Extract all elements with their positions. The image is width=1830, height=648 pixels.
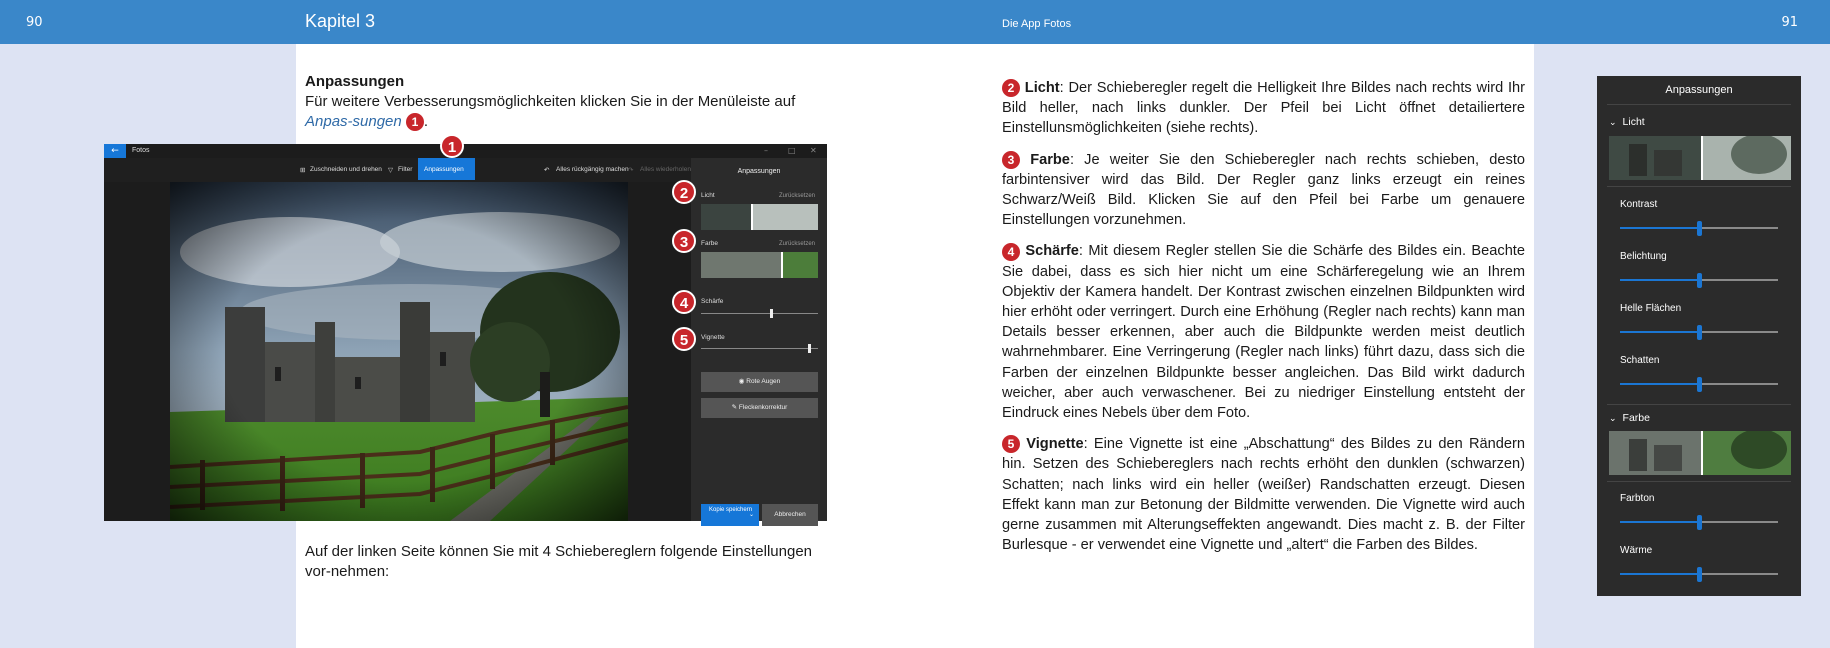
number-badge: 3 (1002, 151, 1020, 169)
exposure-thumb[interactable] (1697, 273, 1702, 288)
outro-paragraph: Auf der linken Seite können Sie mit 4 Schiebereglern folgende Einstellungen vor-nehmen: (305, 543, 812, 580)
slider-fill (1620, 573, 1699, 575)
page-number-left: 90 (26, 15, 43, 30)
save-copy-button[interactable] (701, 504, 759, 526)
brush-icon: ✎ (731, 404, 739, 411)
section-heading: Anpassungen (305, 73, 405, 90)
contrast-thumb[interactable] (1697, 221, 1702, 236)
paragraph-text: : Der Schieberegler regelt die Helligkeit Ihre Bildes nach rechts wird Ihr Bild heller, nach links dunkler. Der Pfeil bei Licht öffnet detailiertere Einstellunsmöglichkeiten (siehe rechts). (1002, 80, 1525, 137)
minimize-icon[interactable]: – (764, 146, 768, 155)
intro-paragraph (305, 92, 830, 132)
window-titlebar (104, 144, 827, 158)
highlights-label: Helle Flächen (1620, 303, 1682, 314)
filter-icon: ▽ (388, 167, 393, 174)
intro-suffix: . (423, 113, 429, 130)
fotos-screenshot (104, 144, 827, 521)
light-section-label: Licht (1622, 116, 1645, 128)
warmth-label: Wärme (1620, 545, 1653, 556)
crop-icon: ⊞ (300, 167, 306, 174)
redo-button[interactable]: Alles wiederholen (640, 166, 691, 173)
cancel-button[interactable]: Abbrechen (762, 504, 818, 526)
sharpness-thumb[interactable] (770, 309, 773, 318)
shadows-thumb[interactable] (1697, 377, 1702, 392)
chevron-down-icon[interactable]: ⌄ (749, 512, 755, 518)
panel-title: Anpassungen (737, 168, 781, 175)
callout-5: 5 (672, 327, 696, 351)
spot-fix-label: Fleckenkorrektur (738, 404, 788, 411)
shadows-label: Schatten (1620, 355, 1660, 366)
color-reset[interactable]: Zurücksetzen (778, 241, 815, 247)
color-preview-strip[interactable] (1609, 431, 1791, 475)
callout-4: 4 (672, 290, 696, 314)
adjustments-panel (691, 158, 827, 521)
exposure-label: Belichtung (1620, 251, 1667, 262)
vignette-thumb[interactable] (808, 344, 811, 353)
slider-fill (1620, 227, 1699, 229)
light-preview-strip[interactable] (1609, 136, 1791, 180)
adjust-tab-label: Anpassungen (424, 166, 464, 173)
back-arrow-icon[interactable]: ← (104, 144, 126, 158)
chapter-title: Kapitel 3 (305, 11, 376, 31)
undo-all-button[interactable]: Alles rückgängig machen (556, 166, 629, 173)
light-section-toggle[interactable] (1609, 116, 1645, 128)
page-header (0, 0, 1830, 44)
vignette-label: Vignette (701, 334, 725, 341)
divider (1607, 186, 1791, 187)
paragraph-licht (1002, 78, 1525, 139)
eye-icon: ◉ (738, 378, 747, 385)
highlights-thumb[interactable] (1697, 325, 1702, 340)
castle-photo (170, 182, 628, 521)
paragraph-text: : Eine Vignette ist eine „Abschattung“ des Bildes zu den Rändern hin. Setzen des Schiebereglers nach rechts erhöht den dunklen (schwarzen) Schatten; nach links wird ein heller (weißer) Randschatten erzeugt. Diesen Effekt kann man zur Betonung der Bildmitte verwenden. Die Vignette wird auch gerne zusammen mit Alterungseffekten angewandt. Dies macht z. B. der Filter Burlesque - er verwendet eine Vignette und „altert“ die Farben des Bildes. (1002, 436, 1525, 554)
callout-2: 2 (672, 180, 696, 204)
intro-text: Für weitere Verbesserungsmöglichkeiten klicken Sie in der Menüleiste auf (305, 93, 796, 110)
sharpness-slider[interactable] (701, 313, 818, 314)
filter-button[interactable]: Filter (398, 166, 413, 173)
adjust-tab[interactable] (418, 158, 475, 180)
number-badge: 1 (406, 113, 424, 131)
color-strip[interactable] (701, 252, 818, 278)
divider (1607, 104, 1791, 105)
detail-adjustments-panel (1597, 76, 1801, 596)
section-title: Die App Fotos (1002, 18, 1072, 30)
term: Licht (1024, 80, 1060, 96)
page-number-right: 91 (1781, 15, 1798, 30)
color-section-label: Farbe (1622, 412, 1650, 424)
number-badge: 5 (1002, 435, 1020, 453)
detail-panel-title: Anpassungen (1665, 84, 1733, 96)
paragraph-farbe (1002, 150, 1525, 231)
divider (1607, 481, 1791, 482)
slider-fill (1620, 383, 1699, 385)
slider-fill (1620, 331, 1699, 333)
slider-fill (1620, 521, 1699, 523)
term: Vignette (1026, 436, 1084, 453)
callout-1: 1 (440, 134, 464, 158)
term: Schärfe (1025, 243, 1079, 260)
slider-fill (1620, 279, 1699, 281)
chevron-down-icon: ⌄ (1609, 117, 1617, 127)
paragraph-text: : Je weiter Sie den Schieberegler nach rechts schieben, desto farbintensiver wird das Bild. Der Regler ganz links erzeugt ein reines Schwarz/Weiß Bild. Klicken Sie auf den Pfeil bei Farbe um genauere Einstellungen vorzunehmen. (1002, 151, 1525, 229)
spot-fix-button[interactable] (701, 398, 818, 418)
app-title: Fotos (132, 147, 150, 154)
light-reset[interactable]: Zurücksetzen (778, 193, 815, 199)
term: Farbe (1030, 151, 1070, 168)
toolbar (104, 158, 691, 182)
crop-button[interactable]: Zuschneiden und drehen (310, 166, 382, 173)
paragraph-schaerfe (1002, 241, 1525, 423)
number-badge: 2 (1002, 79, 1020, 97)
light-strip[interactable] (701, 204, 818, 230)
red-eye-label: Rote Augen (746, 378, 781, 385)
save-copy-label: Kopie speichern (709, 507, 753, 513)
vignette-slider[interactable] (701, 348, 818, 349)
chevron-down-icon: ⌄ (1609, 413, 1617, 423)
sharpness-label: Schärfe (701, 298, 724, 305)
undo-icon: ↶ (544, 167, 550, 174)
intro-link: Anpas-sungen (305, 113, 402, 130)
hue-thumb[interactable] (1697, 515, 1702, 530)
contrast-label: Kontrast (1620, 199, 1658, 210)
callout-3: 3 (672, 229, 696, 253)
color-section-toggle[interactable] (1609, 412, 1650, 424)
number-badge: 4 (1002, 243, 1020, 261)
close-icon[interactable]: ✕ (810, 146, 817, 155)
red-eye-button[interactable] (701, 372, 818, 392)
warmth-thumb[interactable] (1697, 567, 1702, 582)
divider (1607, 404, 1791, 405)
hue-label: Farbton (1620, 493, 1655, 504)
right-text-column (1002, 78, 1525, 566)
maximize-icon[interactable]: □ (788, 146, 796, 155)
paragraph-text: : Mit diesem Regler stellen Sie die Schärfe des Bildes ein. Beachte Sie dabei, dass es sich hier nicht um eine Schärferegelung wie an Ihrem Objektiv der Kamera handelt. Der Kontrast zwischen einzelnen Bildpunkten wird hier erhöht oder verringert. Durch eine Erhöhung (Regler nach rechts) kann man Details besser erkennen, aber auch die Bildpunkte werden meist deutlich wahrnehmbarer. Eine Verringerung (Regler nach links) führt dazu, dass sich die Farben der einzelnen Bildpunkte besser angleichen. Das Bild wirkt dadurch weicher, aber auch verwaschener. Bei zu niedriger Einstellung entsteht der Eindruck eines Nebels über dem Foto. (1002, 243, 1525, 422)
paragraph-vignette (1002, 434, 1525, 555)
color-label[interactable]: Farbe (701, 240, 718, 247)
redo-icon: ↷ (628, 167, 634, 174)
light-label[interactable]: Licht (701, 192, 715, 199)
